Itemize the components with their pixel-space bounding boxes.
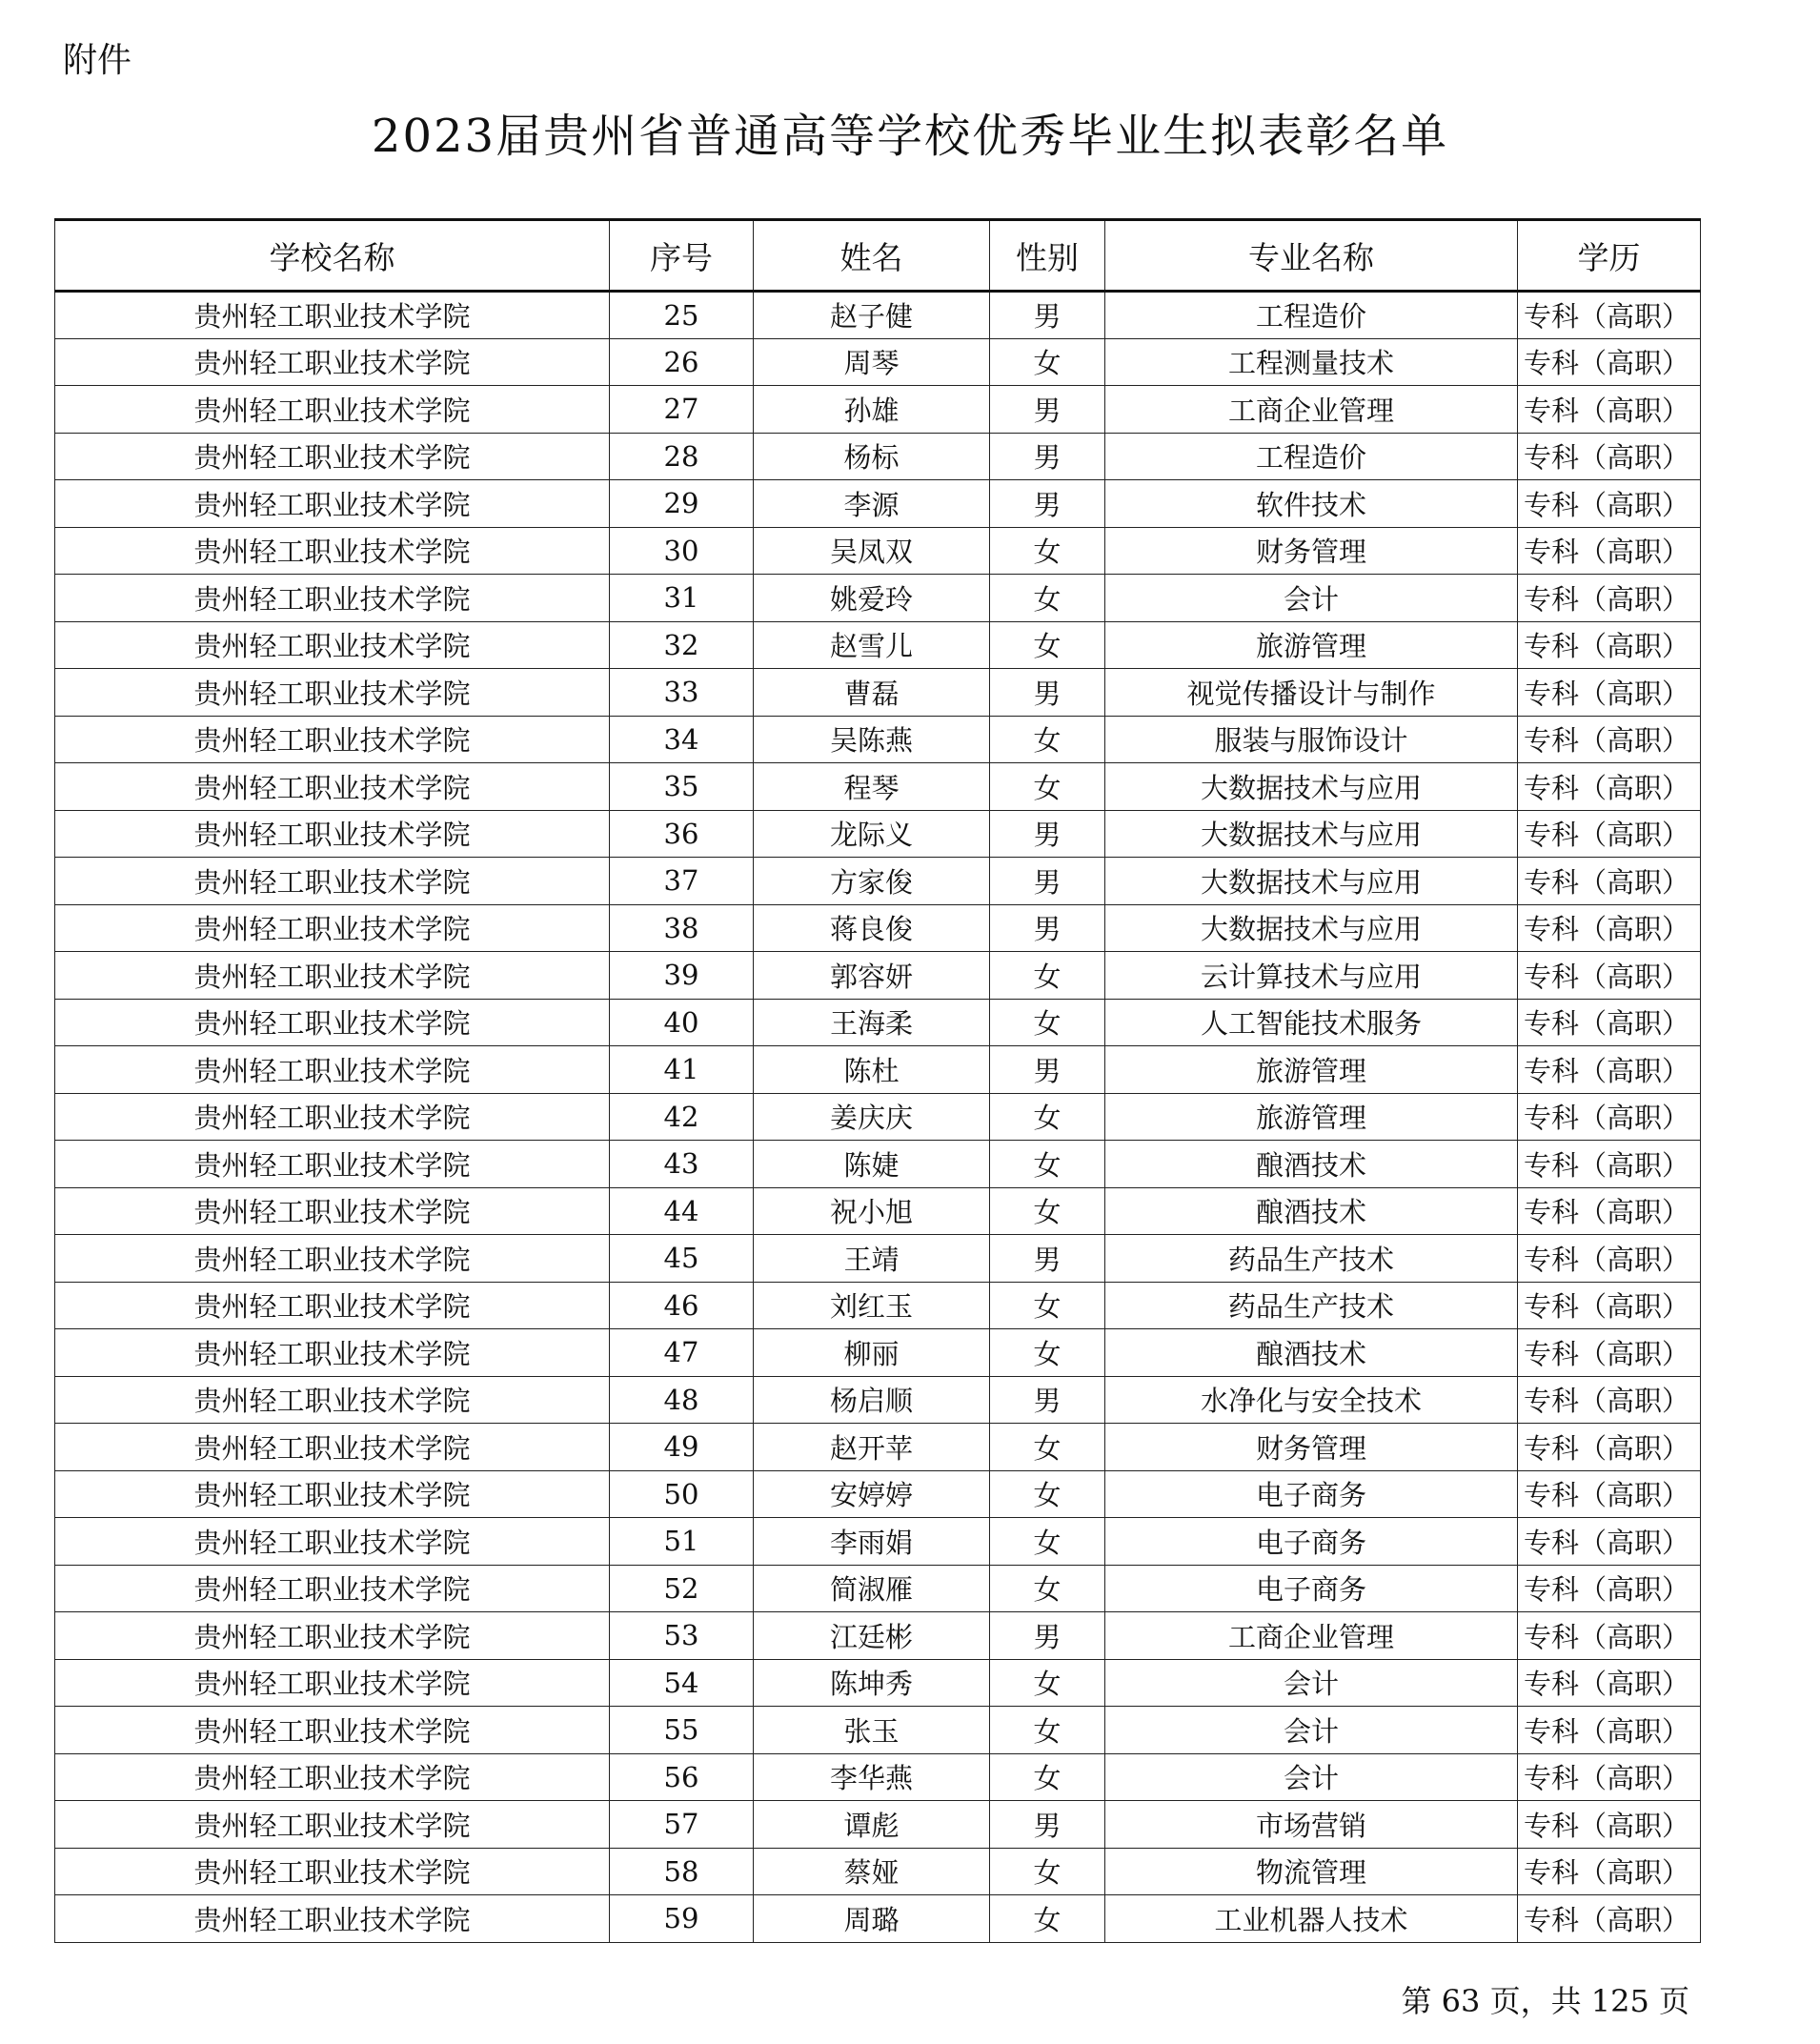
major-cell: 水净化与安全技术 <box>1105 1376 1518 1424</box>
school-cell: 贵州轻工职业技术学院 <box>55 1612 610 1660</box>
major-cell: 大数据技术与应用 <box>1105 763 1518 811</box>
education-cell: 专科（高职） <box>1518 1329 1701 1377</box>
school-cell: 贵州轻工职业技术学院 <box>55 1141 610 1188</box>
gender-cell: 男 <box>990 904 1105 952</box>
serial-cell: 29 <box>610 480 754 528</box>
column-header-name: 姓名 <box>754 220 990 292</box>
gender-cell: 男 <box>990 1376 1105 1424</box>
education-cell: 专科（高职） <box>1518 1753 1701 1801</box>
table-row <box>55 621 1701 669</box>
serial-cell: 26 <box>610 338 754 386</box>
education-cell: 专科（高职） <box>1518 999 1701 1046</box>
serial-cell: 57 <box>610 1801 754 1849</box>
school-cell: 贵州轻工职业技术学院 <box>55 1801 610 1849</box>
major-cell: 旅游管理 <box>1105 621 1518 669</box>
education-cell: 专科（高职） <box>1518 1848 1701 1895</box>
column-header-major: 专业名称 <box>1105 220 1518 292</box>
major-cell: 人工智能技术服务 <box>1105 999 1518 1046</box>
major-cell: 会计 <box>1105 575 1518 622</box>
major-cell: 大数据技术与应用 <box>1105 904 1518 952</box>
education-cell: 专科（高职） <box>1518 1187 1701 1235</box>
gender-cell: 女 <box>990 1518 1105 1566</box>
major-cell: 电子商务 <box>1105 1470 1518 1518</box>
name-cell: 姜庆庆 <box>754 1093 990 1141</box>
gender-cell: 男 <box>990 292 1105 339</box>
table-row <box>55 1801 1701 1849</box>
gender-cell: 女 <box>990 1141 1105 1188</box>
education-cell: 专科（高职） <box>1518 1093 1701 1141</box>
table-row <box>55 386 1701 434</box>
table-row <box>55 527 1701 575</box>
school-cell: 贵州轻工职业技术学院 <box>55 1753 610 1801</box>
name-cell: 杨标 <box>754 433 990 480</box>
name-cell: 王靖 <box>754 1235 990 1283</box>
gender-cell: 女 <box>990 763 1105 811</box>
major-cell: 工商企业管理 <box>1105 1612 1518 1660</box>
gender-cell: 女 <box>990 1895 1105 1943</box>
table-row <box>55 1282 1701 1329</box>
serial-cell: 39 <box>610 952 754 1000</box>
school-cell: 贵州轻工职业技术学院 <box>55 763 610 811</box>
major-cell: 大数据技术与应用 <box>1105 810 1518 858</box>
name-cell: 姚爱玲 <box>754 575 990 622</box>
table-row <box>55 763 1701 811</box>
table-row <box>55 433 1701 480</box>
education-cell: 专科（高职） <box>1518 575 1701 622</box>
table-row <box>55 1753 1701 1801</box>
education-cell: 专科（高职） <box>1518 858 1701 905</box>
name-cell: 李华燕 <box>754 1753 990 1801</box>
education-cell: 专科（高职） <box>1518 1470 1701 1518</box>
education-cell: 专科（高职） <box>1518 1612 1701 1660</box>
serial-cell: 52 <box>610 1565 754 1612</box>
serial-cell: 27 <box>610 386 754 434</box>
name-cell: 赵子健 <box>754 292 990 339</box>
name-cell: 孙雄 <box>754 386 990 434</box>
major-cell: 工程造价 <box>1105 433 1518 480</box>
table-row <box>55 1707 1701 1754</box>
table-body <box>55 292 1701 1943</box>
school-cell: 贵州轻工职业技术学院 <box>55 433 610 480</box>
gender-cell: 男 <box>990 669 1105 717</box>
table-row <box>55 716 1701 763</box>
serial-cell: 25 <box>610 292 754 339</box>
gender-cell: 男 <box>990 1801 1105 1849</box>
major-cell: 旅游管理 <box>1105 1093 1518 1141</box>
school-cell: 贵州轻工职业技术学院 <box>55 858 610 905</box>
name-cell: 蔡娅 <box>754 1848 990 1895</box>
serial-cell: 30 <box>610 527 754 575</box>
serial-cell: 40 <box>610 999 754 1046</box>
school-cell: 贵州轻工职业技术学院 <box>55 1282 610 1329</box>
gender-cell: 男 <box>990 810 1105 858</box>
table-row <box>55 1235 1701 1283</box>
serial-cell: 35 <box>610 763 754 811</box>
school-cell: 贵州轻工职业技术学院 <box>55 1707 610 1754</box>
education-cell: 专科（高职） <box>1518 1801 1701 1849</box>
major-cell: 财务管理 <box>1105 1424 1518 1471</box>
name-cell: 郭容妍 <box>754 952 990 1000</box>
school-cell: 贵州轻工职业技术学院 <box>55 1424 610 1471</box>
name-cell: 程琴 <box>754 763 990 811</box>
name-cell: 蒋良俊 <box>754 904 990 952</box>
table-header-row <box>55 220 1701 292</box>
major-cell: 物流管理 <box>1105 1848 1518 1895</box>
school-cell: 贵州轻工职业技术学院 <box>55 1895 610 1943</box>
education-cell: 专科（高职） <box>1518 763 1701 811</box>
name-cell: 简淑雁 <box>754 1565 990 1612</box>
table-row <box>55 1470 1701 1518</box>
table-row <box>55 1046 1701 1094</box>
table-row <box>55 480 1701 528</box>
gender-cell: 女 <box>990 716 1105 763</box>
major-cell: 会计 <box>1105 1707 1518 1754</box>
gender-cell: 男 <box>990 480 1105 528</box>
serial-cell: 46 <box>610 1282 754 1329</box>
gender-cell: 女 <box>990 1329 1105 1377</box>
name-cell: 曹磊 <box>754 669 990 717</box>
education-cell: 专科（高职） <box>1518 1895 1701 1943</box>
name-cell: 吴陈燕 <box>754 716 990 763</box>
gender-cell: 女 <box>990 621 1105 669</box>
name-cell: 李雨娟 <box>754 1518 990 1566</box>
school-cell: 贵州轻工职业技术学院 <box>55 1235 610 1283</box>
gender-cell: 女 <box>990 338 1105 386</box>
school-cell: 贵州轻工职业技术学院 <box>55 1848 610 1895</box>
gender-cell: 男 <box>990 433 1105 480</box>
serial-cell: 47 <box>610 1329 754 1377</box>
serial-cell: 37 <box>610 858 754 905</box>
education-cell: 专科（高职） <box>1518 952 1701 1000</box>
table-row <box>55 904 1701 952</box>
education-cell: 专科（高职） <box>1518 527 1701 575</box>
major-cell: 工程造价 <box>1105 292 1518 339</box>
name-cell: 龙际义 <box>754 810 990 858</box>
school-cell: 贵州轻工职业技术学院 <box>55 1565 610 1612</box>
major-cell: 工商企业管理 <box>1105 386 1518 434</box>
serial-cell: 48 <box>610 1376 754 1424</box>
gender-cell: 女 <box>990 1659 1105 1707</box>
school-cell: 贵州轻工职业技术学院 <box>55 292 610 339</box>
major-cell: 工业机器人技术 <box>1105 1895 1518 1943</box>
gender-cell: 男 <box>990 1235 1105 1283</box>
gender-cell: 女 <box>990 1093 1105 1141</box>
table-row <box>55 338 1701 386</box>
name-cell: 刘红玉 <box>754 1282 990 1329</box>
gender-cell: 男 <box>990 1046 1105 1094</box>
gender-cell: 女 <box>990 952 1105 1000</box>
gender-cell: 女 <box>990 1470 1105 1518</box>
major-cell: 酿酒技术 <box>1105 1329 1518 1377</box>
education-cell: 专科（高职） <box>1518 1282 1701 1329</box>
serial-cell: 34 <box>610 716 754 763</box>
school-cell: 贵州轻工职业技术学院 <box>55 1376 610 1424</box>
name-cell: 谭彪 <box>754 1801 990 1849</box>
serial-cell: 44 <box>610 1187 754 1235</box>
serial-cell: 45 <box>610 1235 754 1283</box>
major-cell: 电子商务 <box>1105 1518 1518 1566</box>
name-cell: 陈坤秀 <box>754 1659 990 1707</box>
table-row <box>55 669 1701 717</box>
school-cell: 贵州轻工职业技术学院 <box>55 338 610 386</box>
name-cell: 李源 <box>754 480 990 528</box>
table-row <box>55 1187 1701 1235</box>
table-row <box>55 1659 1701 1707</box>
name-cell: 周琴 <box>754 338 990 386</box>
gender-cell: 男 <box>990 858 1105 905</box>
school-cell: 贵州轻工职业技术学院 <box>55 1329 610 1377</box>
education-cell: 专科（高职） <box>1518 1424 1701 1471</box>
column-header-gender: 性别 <box>990 220 1105 292</box>
serial-cell: 33 <box>610 669 754 717</box>
graduate-roster-table <box>54 218 1701 1943</box>
education-cell: 专科（高职） <box>1518 1235 1701 1283</box>
name-cell: 陈杜 <box>754 1046 990 1094</box>
education-cell: 专科（高职） <box>1518 1565 1701 1612</box>
school-cell: 贵州轻工职业技术学院 <box>55 904 610 952</box>
school-cell: 贵州轻工职业技术学院 <box>55 1518 610 1566</box>
school-cell: 贵州轻工职业技术学院 <box>55 810 610 858</box>
serial-cell: 51 <box>610 1518 754 1566</box>
education-cell: 专科（高职） <box>1518 1707 1701 1754</box>
name-cell: 赵开苹 <box>754 1424 990 1471</box>
school-cell: 贵州轻工职业技术学院 <box>55 621 610 669</box>
major-cell: 市场营销 <box>1105 1801 1518 1849</box>
table-row <box>55 1141 1701 1188</box>
serial-cell: 54 <box>610 1659 754 1707</box>
name-cell: 吴凤双 <box>754 527 990 575</box>
table-row <box>55 1565 1701 1612</box>
serial-cell: 38 <box>610 904 754 952</box>
table-row <box>55 810 1701 858</box>
document-title: 2023届贵州省普通高等学校优秀毕业生拟表彰名单 <box>371 110 1449 163</box>
table-row <box>55 292 1701 339</box>
education-cell: 专科（高职） <box>1518 621 1701 669</box>
school-cell: 贵州轻工职业技术学院 <box>55 952 610 1000</box>
major-cell: 会计 <box>1105 1753 1518 1801</box>
major-cell: 大数据技术与应用 <box>1105 858 1518 905</box>
education-cell: 专科（高职） <box>1518 1376 1701 1424</box>
school-cell: 贵州轻工职业技术学院 <box>55 386 610 434</box>
table-row <box>55 1329 1701 1377</box>
school-cell: 贵州轻工职业技术学院 <box>55 1187 610 1235</box>
education-cell: 专科（高职） <box>1518 669 1701 717</box>
table-row <box>55 1895 1701 1943</box>
table-row <box>55 1093 1701 1141</box>
name-cell: 王海柔 <box>754 999 990 1046</box>
table-row <box>55 1612 1701 1660</box>
attachment-label: 附件 <box>63 41 132 80</box>
education-cell: 专科（高职） <box>1518 1141 1701 1188</box>
page-indicator: 第 63 页，共 125 页 <box>1401 1983 1689 2019</box>
major-cell: 酿酒技术 <box>1105 1141 1518 1188</box>
table-row <box>55 999 1701 1046</box>
education-cell: 专科（高职） <box>1518 1659 1701 1707</box>
major-cell: 视觉传播设计与制作 <box>1105 669 1518 717</box>
gender-cell: 男 <box>990 386 1105 434</box>
major-cell: 电子商务 <box>1105 1565 1518 1612</box>
school-cell: 贵州轻工职业技术学院 <box>55 716 610 763</box>
serial-cell: 28 <box>610 433 754 480</box>
school-cell: 贵州轻工职业技术学院 <box>55 480 610 528</box>
gender-cell: 女 <box>990 1848 1105 1895</box>
education-cell: 专科（高职） <box>1518 480 1701 528</box>
major-cell: 会计 <box>1105 1659 1518 1707</box>
table-row <box>55 858 1701 905</box>
gender-cell: 女 <box>990 1282 1105 1329</box>
school-cell: 贵州轻工职业技术学院 <box>55 1093 610 1141</box>
gender-cell: 女 <box>990 999 1105 1046</box>
name-cell: 江廷彬 <box>754 1612 990 1660</box>
name-cell: 陈婕 <box>754 1141 990 1188</box>
serial-cell: 36 <box>610 810 754 858</box>
school-cell: 贵州轻工职业技术学院 <box>55 1470 610 1518</box>
major-cell: 药品生产技术 <box>1105 1235 1518 1283</box>
education-cell: 专科（高职） <box>1518 433 1701 480</box>
education-cell: 专科（高职） <box>1518 1046 1701 1094</box>
education-cell: 专科（高职） <box>1518 904 1701 952</box>
serial-cell: 43 <box>610 1141 754 1188</box>
serial-cell: 59 <box>610 1895 754 1943</box>
school-cell: 贵州轻工职业技术学院 <box>55 575 610 622</box>
serial-cell: 32 <box>610 621 754 669</box>
major-cell: 财务管理 <box>1105 527 1518 575</box>
gender-cell: 女 <box>990 1424 1105 1471</box>
serial-cell: 56 <box>610 1753 754 1801</box>
serial-cell: 42 <box>610 1093 754 1141</box>
education-cell: 专科（高职） <box>1518 338 1701 386</box>
name-cell: 方家俊 <box>754 858 990 905</box>
serial-cell: 50 <box>610 1470 754 1518</box>
gender-cell: 女 <box>990 575 1105 622</box>
gender-cell: 女 <box>990 527 1105 575</box>
name-cell: 张玉 <box>754 1707 990 1754</box>
name-cell: 祝小旭 <box>754 1187 990 1235</box>
name-cell: 杨启顺 <box>754 1376 990 1424</box>
name-cell: 柳丽 <box>754 1329 990 1377</box>
name-cell: 安婷婷 <box>754 1470 990 1518</box>
table-row <box>55 1518 1701 1566</box>
education-cell: 专科（高职） <box>1518 386 1701 434</box>
serial-cell: 58 <box>610 1848 754 1895</box>
major-cell: 旅游管理 <box>1105 1046 1518 1094</box>
gender-cell: 女 <box>990 1753 1105 1801</box>
serial-cell: 31 <box>610 575 754 622</box>
table-row <box>55 575 1701 622</box>
table-row <box>55 1848 1701 1895</box>
education-cell: 专科（高职） <box>1518 292 1701 339</box>
education-cell: 专科（高职） <box>1518 810 1701 858</box>
major-cell: 云计算技术与应用 <box>1105 952 1518 1000</box>
serial-cell: 53 <box>610 1612 754 1660</box>
table-row <box>55 1424 1701 1471</box>
education-cell: 专科（高职） <box>1518 716 1701 763</box>
gender-cell: 女 <box>990 1187 1105 1235</box>
serial-cell: 49 <box>610 1424 754 1471</box>
table-row <box>55 1376 1701 1424</box>
major-cell: 药品生产技术 <box>1105 1282 1518 1329</box>
serial-cell: 41 <box>610 1046 754 1094</box>
column-header-serial: 序号 <box>610 220 754 292</box>
major-cell: 工程测量技术 <box>1105 338 1518 386</box>
school-cell: 贵州轻工职业技术学院 <box>55 1659 610 1707</box>
school-cell: 贵州轻工职业技术学院 <box>55 1046 610 1094</box>
school-cell: 贵州轻工职业技术学院 <box>55 527 610 575</box>
name-cell: 赵雪儿 <box>754 621 990 669</box>
column-header-education: 学历 <box>1518 220 1701 292</box>
major-cell: 酿酒技术 <box>1105 1187 1518 1235</box>
table-row <box>55 952 1701 1000</box>
column-header-school: 学校名称 <box>55 220 610 292</box>
gender-cell: 男 <box>990 1612 1105 1660</box>
gender-cell: 女 <box>990 1707 1105 1754</box>
education-cell: 专科（高职） <box>1518 1518 1701 1566</box>
name-cell: 周璐 <box>754 1895 990 1943</box>
major-cell: 软件技术 <box>1105 480 1518 528</box>
serial-cell: 55 <box>610 1707 754 1754</box>
school-cell: 贵州轻工职业技术学院 <box>55 669 610 717</box>
gender-cell: 女 <box>990 1565 1105 1612</box>
major-cell: 服装与服饰设计 <box>1105 716 1518 763</box>
school-cell: 贵州轻工职业技术学院 <box>55 999 610 1046</box>
